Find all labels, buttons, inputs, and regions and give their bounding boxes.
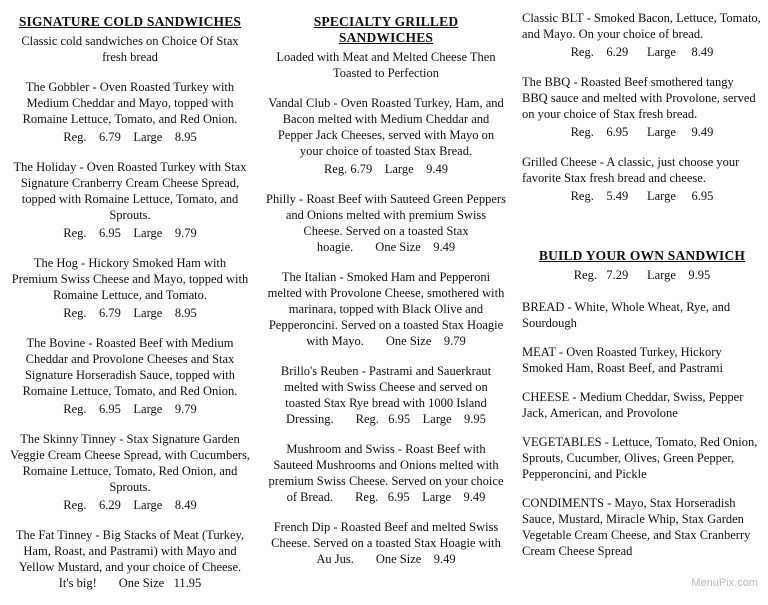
item-description: Classic BLT - Smoked Bacon, Lettuce, Tomato, and Mayo. On your choice of bread.	[522, 11, 761, 41]
item-description-text: Mushroom and Swiss - Roast Beef with Sauteed Mushrooms and Onions melted with premium Swiss Cheese. Served on your choice of Bread.	[268, 442, 504, 504]
item-price: One Size 9.49	[375, 240, 456, 254]
menu-item-classic-blt	[522, 10, 762, 60]
byo-option-condiments: CONDIMENTS - Mayo, Stax Horseradish Sauce, Mustard, Miracle Whip, Stax Garden Vegetable Cream Cheese, and Stax Cranberry Cream Cheese Spread	[522, 496, 751, 558]
item-description	[266, 519, 506, 567]
item-description	[266, 441, 506, 505]
menu-item-the-holiday	[10, 159, 250, 241]
item-price: Reg. 6.79 Large 8.95	[63, 306, 197, 320]
item-description	[266, 363, 506, 427]
item-description-text: French Dip - Roasted Beef and melted Swiss Cheese. Served on a toasted Stax Hoagie with Au Jus.	[271, 520, 501, 566]
item-description-text: Philly - Roast Beef with Sauteed Green Peppers and Onions melted with premium Swiss Cheese. Served on a toasted Stax hoagie.	[266, 192, 506, 254]
menu-item-the-bovine	[10, 335, 250, 417]
item-description: The Skinny Tinney - Stax Signature Garden Veggie Cream Cheese Spread, with Cucumbers, Romaine Lettuce, Tomato, Red Onion, and Sprouts.	[10, 432, 250, 494]
menu-item-the-hog	[10, 255, 250, 321]
item-price: Reg. 6.95 Large 9.49	[355, 490, 486, 504]
menu-item-the-italian	[266, 269, 506, 349]
byo-option-meat: MEAT - Oven Roasted Turkey, Hickory Smoked Ham, Roast Beef, and Pastrami	[522, 345, 724, 375]
section-subheading-signature-cold: Classic cold sandwiches on Choice Of Stax fresh bread	[21, 34, 239, 64]
item-description-text: Brillo's Reuben - Pastrami and Sauerkraut melted with Swiss Cheese and served on toasted Stax Rye bread with 1000 Island Dressing.	[280, 364, 492, 426]
item-price: One Size 9.49	[375, 552, 456, 566]
menu-item-the-skinny-tinney	[10, 431, 250, 513]
item-price: Reg. 5.49 Large 6.95	[570, 189, 714, 203]
column-specialty-grilled-sandwiches	[266, 10, 506, 605]
section-heading-signature-cold: SIGNATURE COLD SANDWICHES	[18, 14, 242, 29]
column-signature-cold-sandwiches	[10, 10, 250, 605]
item-description: The Hog - Hickory Smoked Ham with Premium Swiss Cheese and Mayo, topped with Romaine Lettuce, and Tomato.	[11, 256, 249, 302]
item-price: Reg. 6.79 Large 8.95	[63, 130, 197, 144]
item-description: The Gobbler - Oven Roasted Turkey with Medium Cheddar and Mayo, topped with Romaine Lettuce, Tomato, and Red Onion.	[22, 80, 238, 126]
menu-item-brillos-reuben	[266, 363, 506, 427]
menu-item-philly	[266, 191, 506, 255]
item-price: Reg. 6.95 Large 9.79	[63, 402, 197, 416]
menupix-watermark: MenuPix.com	[691, 577, 758, 589]
item-price: One Size 11.95	[118, 576, 202, 590]
item-price: Reg. 6.95 Large 9.49	[570, 125, 714, 139]
menu-item-the-gobbler	[10, 79, 250, 145]
item-description: Grilled Cheese - A classic, just choose your favorite Stax fresh bread and cheese.	[522, 155, 740, 185]
item-price: Reg. 6.29 Large 8.49	[570, 45, 714, 59]
item-description	[10, 527, 250, 591]
item-price: Reg. 6.79 Large 9.49	[323, 162, 449, 176]
section-heading-specialty-grilled: SPECIALTY GRILLED SANDWICHES	[313, 14, 459, 45]
menu-item-vandal-club	[266, 95, 506, 177]
byo-option-bread: BREAD - White, Whole Wheat, Rye, and Sourdough	[522, 300, 731, 330]
menu-item-the-bbq	[522, 74, 762, 140]
menu-item-french-dip	[266, 519, 506, 567]
byo-option-vegetables: VEGETABLES - Lettuce, Tomato, Red Onion, Sprouts, Cucumber, Olives, Green Pepper, Pepperoncini, and Pickle	[522, 435, 758, 481]
section-subheading-specialty-grilled: Loaded with Meat and Melted Cheese Then Toasted to Perfection	[276, 50, 496, 80]
item-price: One Size 9.79	[385, 334, 466, 348]
byo-option-cheese: CHEESE - Medium Cheddar, Swiss, Pepper Jack, American, and Provolone	[522, 390, 744, 420]
menu-item-the-fat-tinney	[10, 527, 250, 591]
item-description	[266, 269, 506, 349]
build-your-own-price: Reg. 7.29 Large 9.95	[573, 268, 711, 282]
item-price: Reg. 6.29 Large 8.49	[63, 498, 197, 512]
item-description: The Bovine - Roasted Beef with Medium Cheddar and Provolone Cheeses and Stax Signature Horseradish Sauce, topped with Romaine Lettuce, Tomato, and Red Onion.	[22, 336, 238, 398]
menu-item-grilled-cheese	[522, 154, 762, 204]
item-description-text: The Fat Tinney - Big Stacks of Meat (Turkey, Ham, Roast, and Pastrami) with Mayo and Yellow Mustard, and your choice of Cheese. It's big!	[15, 528, 245, 590]
item-price: Reg. 6.95 Large 9.79	[63, 226, 197, 240]
menu-item-mushroom-and-swiss	[266, 441, 506, 505]
item-price: Reg. 6.95 Large 9.95	[355, 412, 486, 426]
item-description: The BBQ - Roasted Beef smothered tangy BBQ sauce and melted with Provolone, served on your choice of Stax fresh bread.	[522, 75, 756, 121]
item-description: Vandal Club - Oven Roasted Turkey, Ham, and Bacon melted with Medium Cheddar and Pepper Jack Cheeses, served with Mayo on your choice of toasted Stax Bread.	[268, 96, 504, 158]
item-description	[266, 191, 506, 255]
item-description: The Holiday - Oven Roasted Turkey with Stax Signature Cranberry Cream Cheese Spread, topped with Romaine Lettuce, Tomato, and Sprouts.	[13, 160, 247, 222]
column-more-and-build-your-own	[522, 10, 762, 605]
item-description-text: The Italian - Smoked Ham and Pepperoni melted with Provolone Cheese, smothered with marinara, topped with Black Olive and Pepperoncini. Served on a toasted Stax Hoagie with Mayo.	[267, 270, 505, 348]
section-heading-build-your-own: BUILD YOUR OWN SANDWICH	[538, 248, 746, 263]
